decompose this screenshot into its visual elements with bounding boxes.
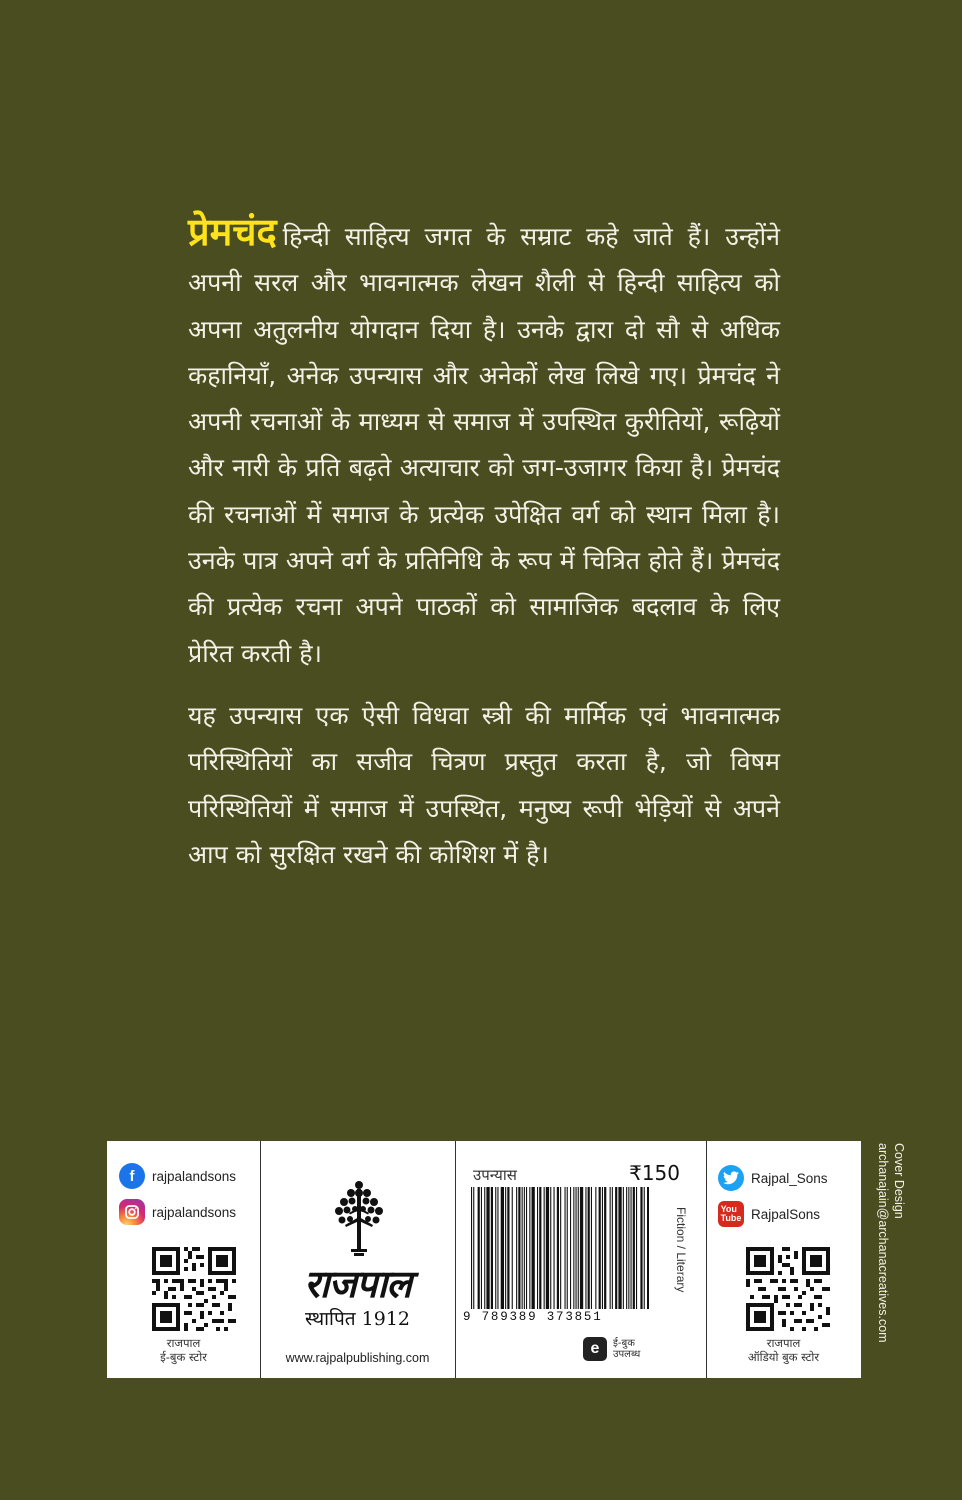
credit-email: archanajain@archanacreatives.com (876, 1143, 890, 1343)
category-label: Fiction / Literary (674, 1207, 688, 1293)
barcode-bar (557, 1187, 559, 1309)
barcode-bar (537, 1187, 538, 1309)
audiobook-store-qr-code[interactable] (746, 1247, 830, 1331)
barcode-bar (529, 1187, 530, 1309)
barcode-bar (471, 1187, 472, 1309)
barcode-bar (626, 1187, 627, 1309)
barcode-bar (565, 1187, 566, 1309)
barcode-bar (604, 1187, 606, 1309)
social-ebook-column (107, 1141, 261, 1378)
book-blurb (188, 212, 780, 878)
barcode-bar (554, 1187, 555, 1309)
barcode-bar (516, 1187, 517, 1309)
barcode-bar (612, 1187, 613, 1309)
barcode-bar (524, 1187, 525, 1309)
price-label: ₹150 (629, 1161, 680, 1185)
blurb-paragraph-2: यह उपन्यास एक ऐसी विधवा स्त्री की मार्मिक एवं भावनात्मक परिस्थितियों का सजीव चित्रण प्रस्तुत करता है, जो विषम परिस्थितियों में समाज में उपस्थित, मनुष्य रूपी भेड़ियों से अपने आप को सुरक्षित रखने की कोशिश में है। (188, 700, 780, 869)
barcode-bar (647, 1187, 649, 1309)
youtube-link[interactable] (718, 1201, 820, 1227)
barcode-bar (640, 1187, 642, 1309)
audio-qr-label-line1: राजपाल (766, 1336, 801, 1350)
ebook-badge-line2: उपलब्ध (613, 1349, 641, 1360)
barcode-bar (628, 1187, 629, 1309)
barcode-bar (491, 1187, 493, 1309)
barcode-bar (532, 1187, 535, 1309)
barcode-bar (505, 1187, 506, 1309)
barcode-bar (631, 1187, 632, 1309)
barcode-bar (522, 1187, 523, 1309)
barcode-bar (560, 1187, 561, 1309)
youtube-icon: You Tube (718, 1201, 744, 1227)
barcode-bar (588, 1187, 590, 1309)
barcode-bar (497, 1187, 498, 1309)
author-name: प्रेमचंद (188, 210, 277, 254)
barcode-bar (484, 1187, 485, 1309)
social-audio-column (706, 1141, 861, 1378)
barcode-bar (501, 1187, 504, 1309)
barcode-bar (478, 1187, 480, 1309)
instagram-icon (119, 1199, 145, 1225)
audiobook-store-qr-label (707, 1336, 860, 1364)
barcode-bar (615, 1187, 617, 1309)
barcode-bar (518, 1187, 520, 1309)
barcode-bar (567, 1187, 568, 1309)
barcode-bar (486, 1187, 489, 1309)
barcode-bar (576, 1187, 577, 1309)
barcode-bar (573, 1187, 574, 1309)
twitter-handle: Rajpal_Sons (751, 1170, 828, 1186)
barcode-bar (633, 1187, 635, 1309)
tree-logo-icon (333, 1179, 385, 1259)
barcode-bar (591, 1187, 592, 1309)
ebook-qr-label-line1: राजपाल (166, 1336, 201, 1350)
ebook-icon: e (583, 1337, 607, 1361)
instagram-link[interactable] (119, 1199, 236, 1225)
barcode-bar (610, 1187, 611, 1309)
publisher-logo-column (260, 1141, 456, 1378)
barcode-bar (580, 1187, 583, 1309)
barcode-bar (585, 1187, 586, 1309)
barcode-bar (495, 1187, 496, 1309)
publisher-info-strip (107, 1141, 861, 1378)
barcode-bar (578, 1187, 579, 1309)
barcode-bar (570, 1187, 571, 1309)
isbn-barcode (469, 1187, 649, 1309)
barcode-bar (595, 1187, 596, 1309)
barcode-bar (618, 1187, 621, 1309)
barcode-column (455, 1141, 707, 1378)
ebook-store-qr-label (107, 1336, 260, 1364)
youtube-handle: RajpalSons (751, 1206, 821, 1222)
facebook-link[interactable] (119, 1163, 236, 1189)
facebook-handle: rajpalandsons (152, 1168, 237, 1184)
barcode-bar (539, 1187, 541, 1309)
barcode-bar (636, 1187, 637, 1309)
genre-label: उपन्यास (473, 1166, 517, 1184)
facebook-icon: f (119, 1163, 145, 1189)
blurb-paragraph-1-text: हिन्दी साहित्य जगत के सम्राट कहे जाते हैं। उन्होंने अपनी सरल और भावनात्मक लेखन शैली से हिन्दी साहित्य को अपना अतुलनीय योगदान दिया है। उनके द्वारा दो सौ से अधिक कहानियाँ, अनेक उपन्यास और अनेकों लेख लिखे गए। प्रेमचंद ने अपनी रचनाओं के माध्यम से समाज में उपस्थित कुरीतियों, रूढ़ियों और नारी के प्रति बढ़ते अत्याचार को जग-उजागर किया है। प्रेमचंद की रचनाओं में समाज के प्रत्येक उपेक्षित वर्ग को स्थान मिला है। उनके पात्र अपने वर्ग के प्रतिनिधि के रूप में चित्रित होते हैं। प्रेमचंद की प्रत्येक रचना अपने पाठकों को सामाजिक बदलाव के लिए प्रेरित करती है। (188, 222, 780, 668)
ebook-store-qr-code[interactable] (152, 1247, 236, 1331)
credit-title: Cover Design (892, 1143, 906, 1219)
barcode-bar (512, 1187, 513, 1309)
barcode-bar (507, 1187, 509, 1309)
barcode-bar (602, 1187, 603, 1309)
isbn-number: 9 789389 373851 (463, 1310, 603, 1324)
audio-qr-label-line2: ऑडियो बुक स्टोर (747, 1350, 820, 1364)
ebook-qr-label-line2: ई-बुक स्टोर (160, 1350, 207, 1364)
barcode-bar (481, 1187, 482, 1309)
ebook-available-badge (583, 1337, 640, 1361)
barcode-bar (644, 1187, 645, 1309)
publisher-name: राजपाल (304, 1262, 411, 1306)
barcode-bar (526, 1187, 527, 1309)
barcode-bar (544, 1187, 545, 1309)
twitter-icon (718, 1165, 744, 1191)
barcode-bar (599, 1187, 601, 1309)
instagram-handle: rajpalandsons (152, 1204, 237, 1220)
publisher-established: स्थापित 1912 (304, 1308, 410, 1330)
barcode-bar (546, 1187, 549, 1309)
blurb-paragraph-1 (188, 212, 780, 677)
publisher-website-link[interactable]: www.rajpalpublishing.com (285, 1351, 430, 1365)
barcode-bar (550, 1187, 551, 1309)
twitter-link[interactable] (718, 1165, 828, 1191)
barcode-bar (473, 1187, 474, 1309)
ebook-badge-line1: ई-बुक (613, 1338, 635, 1349)
barcode-bar (623, 1187, 624, 1309)
cover-design-credit (875, 1143, 907, 1343)
